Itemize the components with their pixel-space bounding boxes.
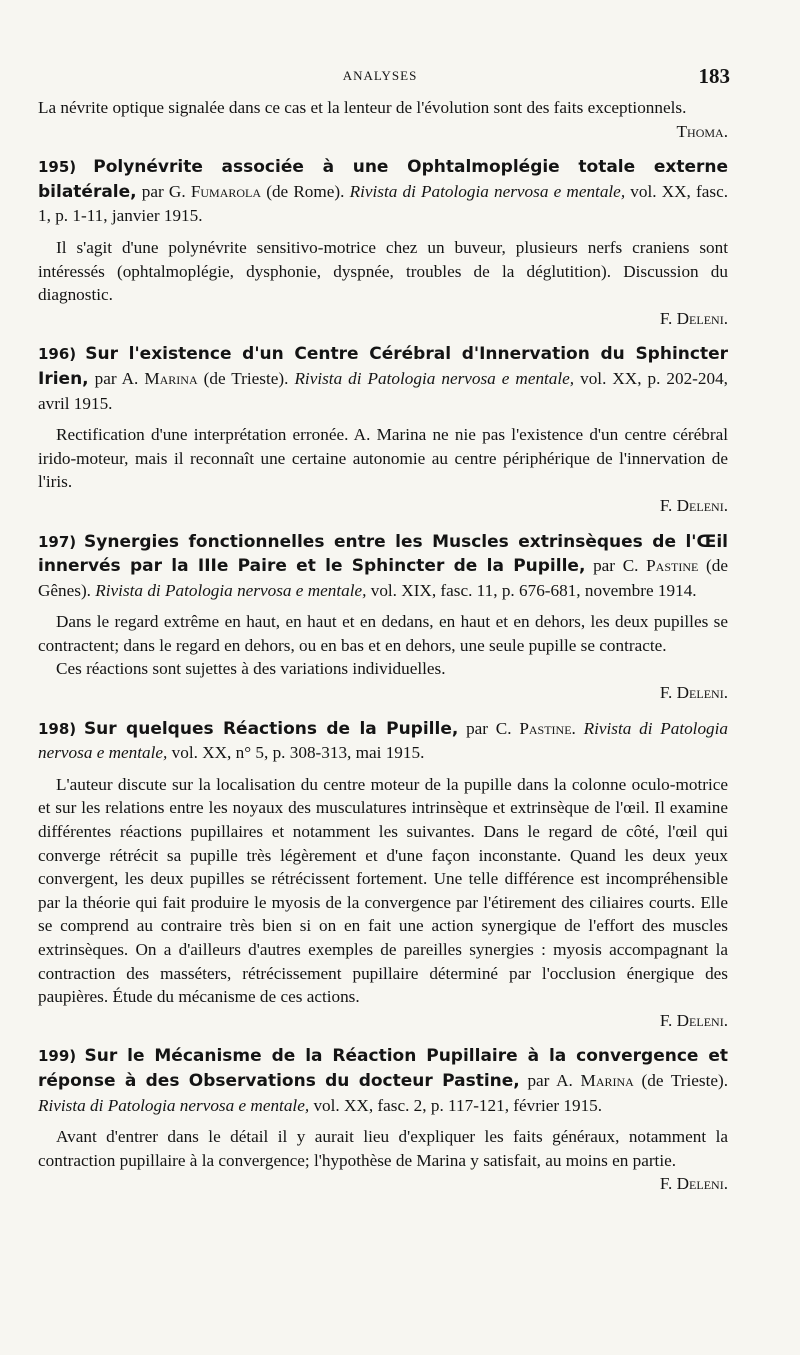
- review-entry: [38, 530, 728, 705]
- entry-number: 199): [38, 1047, 77, 1066]
- entry-author: Pastine: [519, 718, 572, 738]
- entry-title: Sur quelques Réactions de la Pupille,: [83, 718, 459, 739]
- entry-reference: vol. XIX, fasc. 11, p. 676-681, novembre 1914.: [366, 580, 697, 600]
- intro-paragraph: La névrite optique signalée dans ce cas et la lenteur de l'évolution sont des faits exceptionnels.: [38, 98, 687, 117]
- entry-signature: F. Deleni.: [659, 1174, 728, 1194]
- entry-number: 197): [38, 532, 77, 551]
- page-header: [30, 64, 730, 88]
- review-entry: [38, 342, 728, 517]
- entry-journal: Rivista di Patologia nervosa e mentale,: [349, 181, 626, 201]
- entry-by: par A.: [88, 368, 145, 388]
- entry-reference: vol. XX, fasc. 1, p. 1-11, janvier 1915.: [38, 181, 728, 226]
- entry-author: Marina: [580, 1070, 634, 1090]
- entry-journal: Rivista di Patologia nervosa e mentale,: [38, 718, 729, 763]
- entry-space: [76, 157, 93, 176]
- entry-heading: [38, 717, 728, 765]
- entry-title: Sur l'existence d'un Centre Cérébral d'Innervation du Sphincter Irien,: [38, 344, 729, 389]
- page-number: 183: [698, 64, 730, 88]
- entry-number: 195): [38, 158, 77, 177]
- entry-body: [38, 236, 728, 330]
- entry-signature: F. Deleni.: [659, 308, 728, 328]
- entry-number: 198): [38, 719, 77, 738]
- entry-reference: vol. XX, n° 5, p. 308-313, mai 1915.: [167, 743, 425, 763]
- entry-paragraph: Dans le regard extrême en haut, en haut et en dedans, en haut et en dehors, les deux pupilles se contractent; dans le regard en dehors, ou en bas et en dehors, une seule pupille se contracte.: [38, 612, 728, 655]
- page-content: [38, 96, 728, 1196]
- entry-paragraph: Avant d'entrer dans le détail il y aurait lieu d'expliquer les faits généraux, notamment la contraction pupillaire à la convergence; l'hypothèse de Marina y satisfait, au moins en partie.: [38, 1127, 728, 1170]
- entry-place: (de Rome).: [261, 181, 350, 201]
- entry-heading: [38, 155, 728, 228]
- entry-reference: vol. XX, p. 202-204, avril 1915.: [38, 368, 728, 413]
- entry-space: [76, 344, 85, 363]
- entry-place: .: [571, 718, 584, 738]
- entry-title: Synergies fonctionnelles entre les Muscles extrinsèques de l'Œil innervés par la IIIe Paire et le Sphincter de la Pupille,: [38, 531, 728, 577]
- entry-body: [38, 610, 728, 704]
- entry-title: Sur le Mécanisme de la Réaction Pupillaire à la convergence et réponse à des Observations du docteur Pastine,: [38, 1046, 729, 1091]
- entry-body: [38, 773, 728, 1033]
- entry-space: [76, 532, 84, 551]
- entry-place: (de Gênes).: [38, 556, 728, 600]
- entry-paragraph: L'auteur discute sur la localisation du centre moteur de la pupille dans la colonne oculo-motrice et sur les relations entre les noyaux des musculatures intrinsèque et extrinsèque de l'œil. Il examine différentes réactions pupillaires et notamment les suivantes. Dans le regard de côté, l'œil qui converge rétrécit sa pupille très légèrement et d'une façon inconstante. Quand les deux yeux convergent, les deux pupilles se rétrécissent fortement. Une telle différence est incompréhensible par la théorie qui fait produire le myosis de la convergence par l'étirement des ciliaires courts. Elle se comprend au contraire très bien si on en fait une action synergique de l'effort des muscles extrinsèques. On a d'ailleurs d'autres exemples de pareilles synergies : myosis accompagnant la contraction des masséters, rétrécissement pupillaire déterminé par l'occlusion énergique des paupières. Étude du mécanisme de ces actions.: [38, 774, 728, 1007]
- entry-by: par A.: [519, 1070, 581, 1090]
- running-head: ANALYSES: [342, 68, 418, 83]
- entry-place: (de Trieste).: [197, 368, 295, 388]
- entry-paragraph: Ces réactions sont sujettes à des variations individuelles.: [56, 659, 446, 679]
- entry-signature: F. Deleni.: [659, 683, 728, 703]
- entry-heading: [38, 1044, 728, 1117]
- entry-by: par G.: [136, 181, 191, 201]
- entry-body: [38, 423, 728, 517]
- entries-list: [38, 155, 728, 1196]
- entry-author: Pastine: [646, 556, 699, 576]
- entry-reference: vol. XX, fasc. 2, p. 117-121, février 1915.: [309, 1095, 603, 1115]
- entry-space: [76, 719, 84, 738]
- intro-signature: Thoma.: [676, 121, 728, 141]
- entry-journal: Rivista di Patologia nervosa e mentale,: [38, 1095, 310, 1115]
- entry-signature: F. Deleni.: [659, 1010, 728, 1030]
- review-entry: [38, 155, 728, 330]
- entry-paragraph: Rectification d'une interprétation erronée. A. Marina ne nie pas l'existence d'un centre cérébral irido-moteur, mais il reconnaît une certaine autonomie au centre périphérique de l'innervation de l'iris.: [38, 425, 728, 492]
- entry-by: par C.: [458, 718, 520, 738]
- entry-number: 196): [38, 345, 77, 364]
- intro-block: [38, 96, 728, 143]
- entry-by: par C.: [585, 556, 647, 576]
- entry-paragraph: Il s'agit d'une polynévrite sensitivo-motrice chez un buveur, plusieurs nerfs craniens sont intéressés (ophtalmoplégie, dysphonie, dyspnée, troubles de la déglutition). Discussion du diagnostic.: [38, 237, 728, 305]
- entry-heading: [38, 530, 728, 603]
- entry-heading: [38, 342, 728, 415]
- entry-author: Marina: [144, 368, 198, 388]
- entry-place: (de Trieste).: [633, 1070, 728, 1090]
- entry-signature: F. Deleni.: [659, 495, 728, 515]
- entry-journal: Rivista di Patologia nervosa e mentale,: [294, 368, 575, 388]
- entry-title: Polynévrite associée à une Ophtalmoplégie totale externe bilatérale,: [38, 157, 728, 202]
- review-entry: [38, 717, 728, 1033]
- review-entry: [38, 1044, 728, 1196]
- entry-body: [38, 1125, 728, 1196]
- entry-journal: Rivista di Patologia nervosa e mentale,: [95, 580, 367, 600]
- entry-author: Fumarola: [190, 181, 262, 201]
